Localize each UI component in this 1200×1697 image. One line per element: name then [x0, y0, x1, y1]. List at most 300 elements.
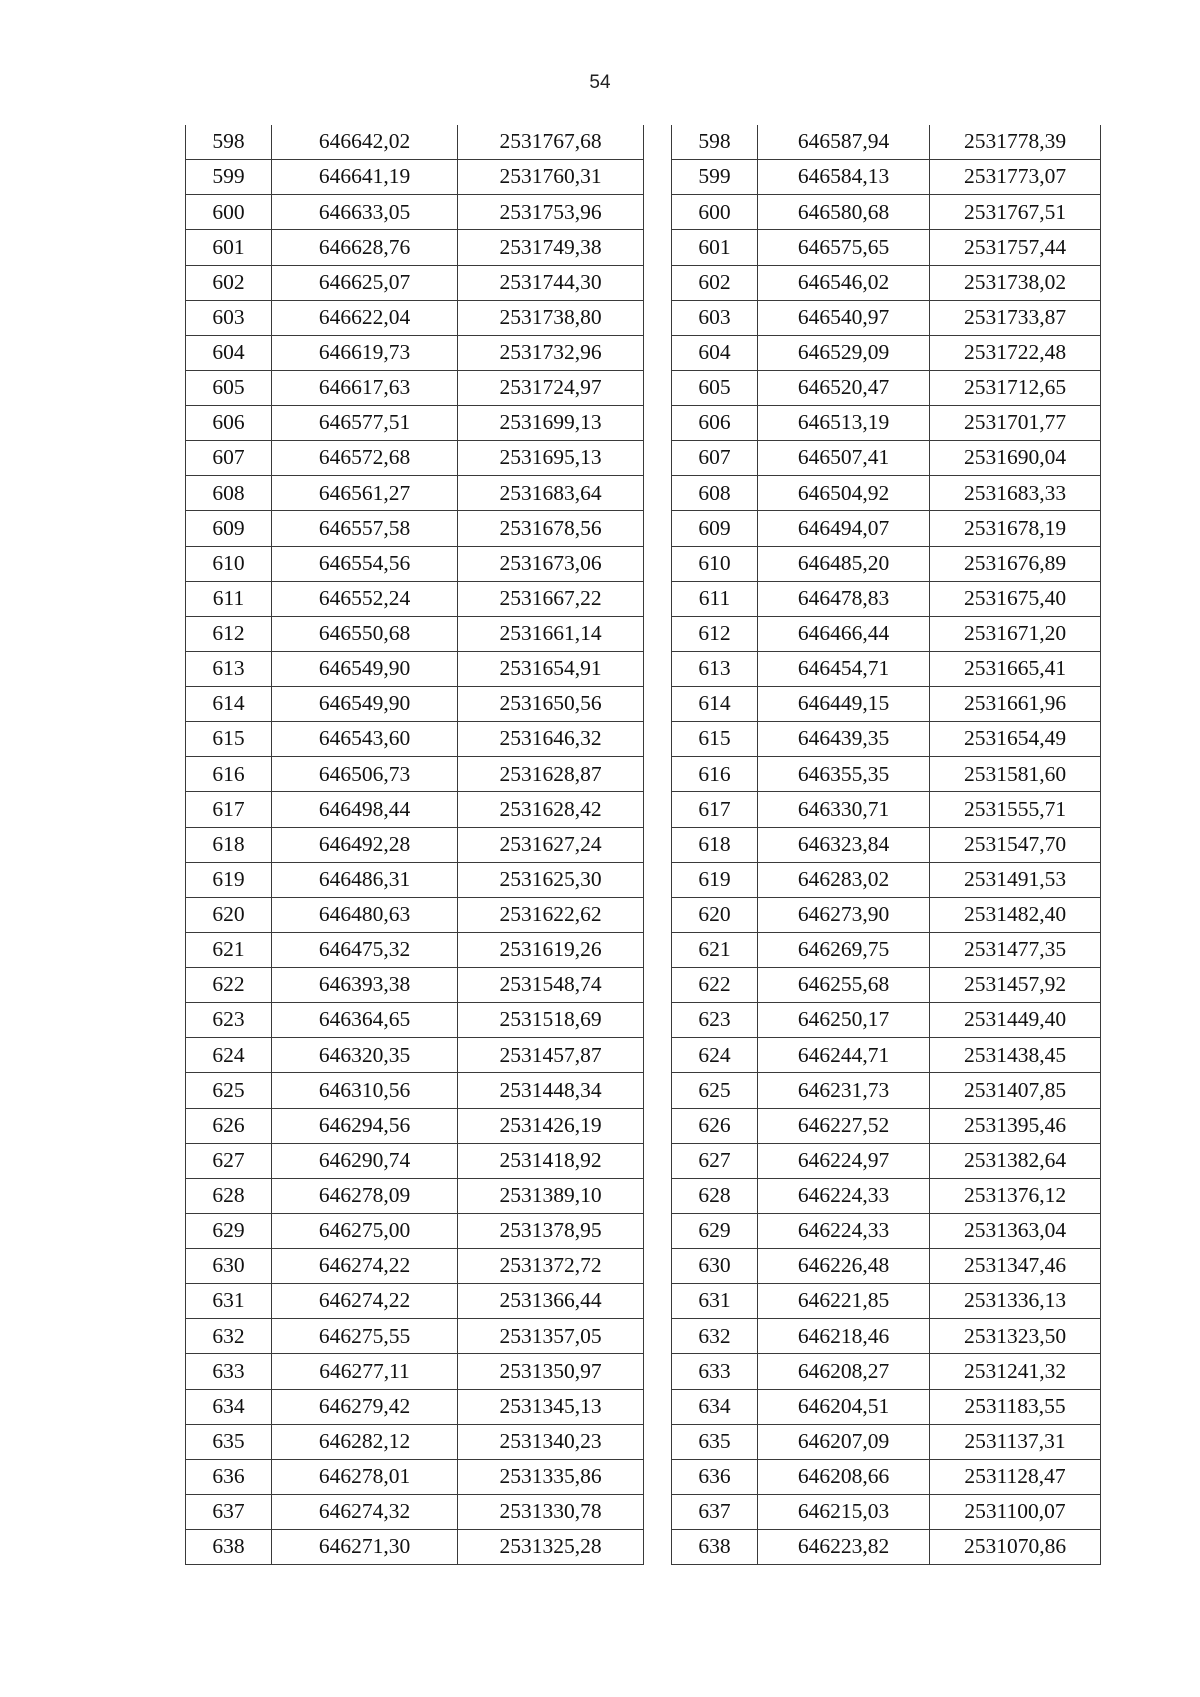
x-coordinate-cell: 646628,76 — [272, 230, 458, 265]
x-coordinate-cell: 646269,75 — [758, 932, 930, 967]
y-coordinate-cell: 2531376,12 — [930, 1178, 1101, 1213]
y-coordinate-cell: 2531654,91 — [458, 651, 644, 686]
point-number-cell: 606 — [186, 406, 272, 441]
point-number-cell: 633 — [672, 1354, 758, 1389]
y-coordinate-cell: 2531438,45 — [930, 1038, 1101, 1073]
x-coordinate-cell: 646504,92 — [758, 476, 930, 511]
x-coordinate-cell: 646577,51 — [272, 406, 458, 441]
point-number-cell: 609 — [672, 511, 758, 546]
point-number-cell: 609 — [186, 511, 272, 546]
x-coordinate-cell: 646642,02 — [272, 125, 458, 160]
y-coordinate-cell: 2531395,46 — [930, 1108, 1101, 1143]
x-coordinate-cell: 646584,13 — [758, 160, 930, 195]
x-coordinate-cell: 646218,46 — [758, 1319, 930, 1354]
table-row — [672, 335, 1101, 370]
table-row — [186, 1284, 644, 1319]
table-row — [672, 1108, 1101, 1143]
x-coordinate-cell: 646330,71 — [758, 792, 930, 827]
table-row — [672, 792, 1101, 827]
table-row — [672, 968, 1101, 1003]
y-coordinate-cell: 2531749,38 — [458, 230, 644, 265]
x-coordinate-cell: 646275,00 — [272, 1213, 458, 1248]
point-number-cell: 635 — [672, 1424, 758, 1459]
table-row — [186, 1530, 644, 1565]
point-number-cell: 617 — [672, 792, 758, 827]
y-coordinate-cell: 2531628,42 — [458, 792, 644, 827]
x-coordinate-cell: 646625,07 — [272, 265, 458, 300]
y-coordinate-cell: 2531457,92 — [930, 968, 1101, 1003]
table-row — [672, 476, 1101, 511]
point-number-cell: 613 — [186, 651, 272, 686]
x-coordinate-cell: 646475,32 — [272, 932, 458, 967]
x-coordinate-cell: 646273,90 — [758, 897, 930, 932]
y-coordinate-cell: 2531671,20 — [930, 616, 1101, 651]
table-row — [672, 546, 1101, 581]
y-coordinate-cell: 2531733,87 — [930, 300, 1101, 335]
table-row — [186, 1249, 644, 1284]
table-row — [672, 265, 1101, 300]
point-number-cell: 611 — [186, 581, 272, 616]
table-row — [186, 1424, 644, 1459]
y-coordinate-cell: 2531330,78 — [458, 1494, 644, 1529]
x-coordinate-cell: 646454,71 — [758, 651, 930, 686]
table-row — [672, 1178, 1101, 1213]
table-row — [186, 1213, 644, 1248]
point-number-cell: 624 — [672, 1038, 758, 1073]
table-row — [672, 1424, 1101, 1459]
table-row — [186, 862, 644, 897]
y-coordinate-cell: 2531767,68 — [458, 125, 644, 160]
x-coordinate-cell: 646274,22 — [272, 1284, 458, 1319]
table-row — [186, 335, 644, 370]
x-coordinate-cell: 646449,15 — [758, 687, 930, 722]
y-coordinate-cell: 2531548,74 — [458, 968, 644, 1003]
x-coordinate-cell: 646208,66 — [758, 1459, 930, 1494]
table-row — [186, 687, 644, 722]
point-number-cell: 636 — [672, 1459, 758, 1494]
x-coordinate-cell: 646279,42 — [272, 1389, 458, 1424]
y-coordinate-cell: 2531378,95 — [458, 1213, 644, 1248]
x-coordinate-cell: 646323,84 — [758, 827, 930, 862]
point-number-cell: 614 — [186, 687, 272, 722]
x-coordinate-cell: 646641,19 — [272, 160, 458, 195]
y-coordinate-cell: 2531372,72 — [458, 1249, 644, 1284]
x-coordinate-cell: 646227,52 — [758, 1108, 930, 1143]
x-coordinate-cell: 646506,73 — [272, 757, 458, 792]
y-coordinate-cell: 2531389,10 — [458, 1178, 644, 1213]
table-row — [672, 687, 1101, 722]
table-row — [186, 1459, 644, 1494]
table-row — [672, 1249, 1101, 1284]
point-number-cell: 628 — [186, 1178, 272, 1213]
page-number: 54 — [589, 72, 611, 93]
point-number-cell: 618 — [186, 827, 272, 862]
point-number-cell: 628 — [672, 1178, 758, 1213]
table-row — [186, 1389, 644, 1424]
point-number-cell: 616 — [672, 757, 758, 792]
point-number-cell: 618 — [672, 827, 758, 862]
table-row — [186, 1178, 644, 1213]
x-coordinate-cell: 646274,32 — [272, 1494, 458, 1529]
y-coordinate-cell: 2531690,04 — [930, 441, 1101, 476]
x-coordinate-cell: 646480,63 — [272, 897, 458, 932]
point-number-cell: 626 — [672, 1108, 758, 1143]
table-row — [672, 1319, 1101, 1354]
table-row — [672, 722, 1101, 757]
y-coordinate-cell: 2531137,31 — [930, 1424, 1101, 1459]
x-coordinate-cell: 646223,82 — [758, 1530, 930, 1565]
x-coordinate-cell: 646294,56 — [272, 1108, 458, 1143]
point-number-cell: 629 — [186, 1213, 272, 1248]
x-coordinate-cell: 646572,68 — [272, 441, 458, 476]
y-coordinate-cell: 2531491,53 — [930, 862, 1101, 897]
y-coordinate-cell: 2531654,49 — [930, 722, 1101, 757]
point-number-cell: 615 — [672, 722, 758, 757]
table-row — [672, 1003, 1101, 1038]
x-coordinate-cell: 646231,73 — [758, 1073, 930, 1108]
x-coordinate-cell: 646554,56 — [272, 546, 458, 581]
point-number-cell: 612 — [186, 616, 272, 651]
y-coordinate-cell: 2531661,14 — [458, 616, 644, 651]
x-coordinate-cell: 646355,35 — [758, 757, 930, 792]
table-row — [672, 1389, 1101, 1424]
x-coordinate-cell: 646466,44 — [758, 616, 930, 651]
y-coordinate-cell: 2531678,56 — [458, 511, 644, 546]
table-row — [672, 616, 1101, 651]
table-row — [672, 370, 1101, 405]
y-coordinate-cell: 2531675,40 — [930, 581, 1101, 616]
x-coordinate-cell: 646507,41 — [758, 441, 930, 476]
x-coordinate-cell: 646619,73 — [272, 335, 458, 370]
x-coordinate-cell: 646550,68 — [272, 616, 458, 651]
table-row — [186, 968, 644, 1003]
point-number-cell: 619 — [672, 862, 758, 897]
point-number-cell: 623 — [186, 1003, 272, 1038]
table-row — [186, 1354, 644, 1389]
y-coordinate-cell: 2531477,35 — [930, 932, 1101, 967]
table-row — [672, 827, 1101, 862]
y-coordinate-cell: 2531070,86 — [930, 1530, 1101, 1565]
x-coordinate-cell: 646224,97 — [758, 1143, 930, 1178]
y-coordinate-cell: 2531347,46 — [930, 1249, 1101, 1284]
y-coordinate-cell: 2531407,85 — [930, 1073, 1101, 1108]
y-coordinate-cell: 2531667,22 — [458, 581, 644, 616]
table-row — [672, 195, 1101, 230]
table-row — [186, 230, 644, 265]
table-row — [672, 757, 1101, 792]
y-coordinate-cell: 2531738,02 — [930, 265, 1101, 300]
point-number-cell: 610 — [186, 546, 272, 581]
table-row — [672, 441, 1101, 476]
point-number-cell: 625 — [186, 1073, 272, 1108]
x-coordinate-cell: 646278,01 — [272, 1459, 458, 1494]
y-coordinate-cell: 2531340,23 — [458, 1424, 644, 1459]
x-coordinate-cell: 646271,30 — [272, 1530, 458, 1565]
y-coordinate-cell: 2531325,28 — [458, 1530, 644, 1565]
y-coordinate-cell: 2531673,06 — [458, 546, 644, 581]
point-number-cell: 622 — [186, 968, 272, 1003]
x-coordinate-cell: 646529,09 — [758, 335, 930, 370]
point-number-cell: 637 — [186, 1494, 272, 1529]
table-row — [672, 1038, 1101, 1073]
table-row — [186, 932, 644, 967]
point-number-cell: 622 — [672, 968, 758, 1003]
point-number-cell: 637 — [672, 1494, 758, 1529]
table-row — [186, 265, 644, 300]
y-coordinate-cell: 2531323,50 — [930, 1319, 1101, 1354]
table-row — [186, 1319, 644, 1354]
table-row — [186, 160, 644, 195]
y-coordinate-cell: 2531518,69 — [458, 1003, 644, 1038]
y-coordinate-cell: 2531426,19 — [458, 1108, 644, 1143]
table-row — [186, 792, 644, 827]
x-coordinate-cell: 646575,65 — [758, 230, 930, 265]
point-number-cell: 608 — [186, 476, 272, 511]
y-coordinate-cell: 2531345,13 — [458, 1389, 644, 1424]
y-coordinate-cell: 2531547,70 — [930, 827, 1101, 862]
x-coordinate-cell: 646224,33 — [758, 1213, 930, 1248]
point-number-cell: 605 — [672, 370, 758, 405]
x-coordinate-cell: 646204,51 — [758, 1389, 930, 1424]
table-row — [672, 1530, 1101, 1565]
table-row — [672, 1354, 1101, 1389]
y-coordinate-cell: 2531482,40 — [930, 897, 1101, 932]
coordinates-table-left — [185, 125, 644, 1565]
x-coordinate-cell: 646498,44 — [272, 792, 458, 827]
y-coordinate-cell: 2531683,33 — [930, 476, 1101, 511]
x-coordinate-cell: 646485,20 — [758, 546, 930, 581]
point-number-cell: 631 — [186, 1284, 272, 1319]
y-coordinate-cell: 2531744,30 — [458, 265, 644, 300]
y-coordinate-cell: 2531241,32 — [930, 1354, 1101, 1389]
point-number-cell: 631 — [672, 1284, 758, 1319]
x-coordinate-cell: 646552,24 — [272, 581, 458, 616]
x-coordinate-cell: 646622,04 — [272, 300, 458, 335]
point-number-cell: 602 — [672, 265, 758, 300]
point-number-cell: 608 — [672, 476, 758, 511]
x-coordinate-cell: 646320,35 — [272, 1038, 458, 1073]
x-coordinate-cell: 646561,27 — [272, 476, 458, 511]
x-coordinate-cell: 646540,97 — [758, 300, 930, 335]
y-coordinate-cell: 2531712,65 — [930, 370, 1101, 405]
table-row — [672, 406, 1101, 441]
point-number-cell: 607 — [672, 441, 758, 476]
point-number-cell: 634 — [186, 1389, 272, 1424]
y-coordinate-cell: 2531678,19 — [930, 511, 1101, 546]
table-row — [672, 862, 1101, 897]
table-row — [672, 1213, 1101, 1248]
y-coordinate-cell: 2531650,56 — [458, 687, 644, 722]
point-number-cell: 632 — [672, 1319, 758, 1354]
x-coordinate-cell: 646207,09 — [758, 1424, 930, 1459]
y-coordinate-cell: 2531683,64 — [458, 476, 644, 511]
x-coordinate-cell: 646283,02 — [758, 862, 930, 897]
point-number-cell: 603 — [672, 300, 758, 335]
point-number-cell: 599 — [186, 160, 272, 195]
y-coordinate-cell: 2531676,89 — [930, 546, 1101, 581]
point-number-cell: 632 — [186, 1319, 272, 1354]
table-row — [186, 722, 644, 757]
x-coordinate-cell: 646226,48 — [758, 1249, 930, 1284]
point-number-cell: 625 — [672, 1073, 758, 1108]
point-number-cell: 613 — [672, 651, 758, 686]
point-number-cell: 634 — [672, 1389, 758, 1424]
table-row — [186, 1003, 644, 1038]
table-row — [186, 511, 644, 546]
x-coordinate-cell: 646393,38 — [272, 968, 458, 1003]
table-row — [186, 616, 644, 651]
y-coordinate-cell: 2531767,51 — [930, 195, 1101, 230]
x-coordinate-cell: 646277,11 — [272, 1354, 458, 1389]
x-coordinate-cell: 646224,33 — [758, 1178, 930, 1213]
table-row — [186, 827, 644, 862]
y-coordinate-cell: 2531622,62 — [458, 897, 644, 932]
x-coordinate-cell: 646617,63 — [272, 370, 458, 405]
table-row — [672, 1143, 1101, 1178]
y-coordinate-cell: 2531778,39 — [930, 125, 1101, 160]
x-coordinate-cell: 646290,74 — [272, 1143, 458, 1178]
table-row — [672, 230, 1101, 265]
point-number-cell: 620 — [186, 897, 272, 932]
y-coordinate-cell: 2531665,41 — [930, 651, 1101, 686]
table-row — [186, 195, 644, 230]
point-number-cell: 600 — [186, 195, 272, 230]
y-coordinate-cell: 2531661,96 — [930, 687, 1101, 722]
y-coordinate-cell: 2531336,13 — [930, 1284, 1101, 1319]
y-coordinate-cell: 2531773,07 — [930, 160, 1101, 195]
point-number-cell: 630 — [672, 1249, 758, 1284]
y-coordinate-cell: 2531628,87 — [458, 757, 644, 792]
y-coordinate-cell: 2531695,13 — [458, 441, 644, 476]
y-coordinate-cell: 2531457,87 — [458, 1038, 644, 1073]
y-coordinate-cell: 2531382,64 — [930, 1143, 1101, 1178]
point-number-cell: 600 — [672, 195, 758, 230]
point-number-cell: 624 — [186, 1038, 272, 1073]
x-coordinate-cell: 646557,58 — [272, 511, 458, 546]
x-coordinate-cell: 646275,55 — [272, 1319, 458, 1354]
y-coordinate-cell: 2531418,92 — [458, 1143, 644, 1178]
x-coordinate-cell: 646364,65 — [272, 1003, 458, 1038]
x-coordinate-cell: 646543,60 — [272, 722, 458, 757]
table-row — [672, 932, 1101, 967]
point-number-cell: 598 — [186, 125, 272, 160]
table-row — [672, 160, 1101, 195]
x-coordinate-cell: 646244,71 — [758, 1038, 930, 1073]
table-row — [186, 651, 644, 686]
point-number-cell: 606 — [672, 406, 758, 441]
y-coordinate-cell: 2531100,07 — [930, 1494, 1101, 1529]
x-coordinate-cell: 646549,90 — [272, 687, 458, 722]
y-coordinate-cell: 2531757,44 — [930, 230, 1101, 265]
table-row — [672, 1494, 1101, 1529]
y-coordinate-cell: 2531760,31 — [458, 160, 644, 195]
point-number-cell: 601 — [186, 230, 272, 265]
y-coordinate-cell: 2531449,40 — [930, 1003, 1101, 1038]
y-coordinate-cell: 2531357,05 — [458, 1319, 644, 1354]
table-row — [186, 897, 644, 932]
table-row — [672, 300, 1101, 335]
table-row — [186, 1108, 644, 1143]
point-number-cell: 610 — [672, 546, 758, 581]
y-coordinate-cell: 2531625,30 — [458, 862, 644, 897]
point-number-cell: 626 — [186, 1108, 272, 1143]
point-number-cell: 598 — [672, 125, 758, 160]
point-number-cell: 619 — [186, 862, 272, 897]
point-number-cell: 621 — [186, 932, 272, 967]
table-row — [672, 511, 1101, 546]
table-row — [672, 651, 1101, 686]
point-number-cell: 627 — [186, 1143, 272, 1178]
point-number-cell: 615 — [186, 722, 272, 757]
x-coordinate-cell: 646274,22 — [272, 1249, 458, 1284]
table-row — [186, 1494, 644, 1529]
point-number-cell: 636 — [186, 1459, 272, 1494]
point-number-cell: 638 — [186, 1530, 272, 1565]
table-row — [672, 581, 1101, 616]
x-coordinate-cell: 646520,47 — [758, 370, 930, 405]
y-coordinate-cell: 2531701,77 — [930, 406, 1101, 441]
point-number-cell: 616 — [186, 757, 272, 792]
point-number-cell: 605 — [186, 370, 272, 405]
point-number-cell: 638 — [672, 1530, 758, 1565]
table-row — [672, 125, 1101, 160]
point-number-cell: 607 — [186, 441, 272, 476]
table-row — [186, 1038, 644, 1073]
x-coordinate-cell: 646310,56 — [272, 1073, 458, 1108]
y-coordinate-cell: 2531724,97 — [458, 370, 644, 405]
point-number-cell: 614 — [672, 687, 758, 722]
x-coordinate-cell: 646494,07 — [758, 511, 930, 546]
table-row — [186, 125, 644, 160]
table-row — [186, 1073, 644, 1108]
x-coordinate-cell: 646278,09 — [272, 1178, 458, 1213]
point-number-cell: 611 — [672, 581, 758, 616]
x-coordinate-cell: 646250,17 — [758, 1003, 930, 1038]
x-coordinate-cell: 646549,90 — [272, 651, 458, 686]
point-number-cell: 601 — [672, 230, 758, 265]
table-row — [186, 757, 644, 792]
y-coordinate-cell: 2531732,96 — [458, 335, 644, 370]
x-coordinate-cell: 646208,27 — [758, 1354, 930, 1389]
point-number-cell: 617 — [186, 792, 272, 827]
x-coordinate-cell: 646486,31 — [272, 862, 458, 897]
y-coordinate-cell: 2531335,86 — [458, 1459, 644, 1494]
point-number-cell: 623 — [672, 1003, 758, 1038]
x-coordinate-cell: 646255,68 — [758, 968, 930, 1003]
coordinates-table-right — [671, 125, 1101, 1565]
y-coordinate-cell: 2531699,13 — [458, 406, 644, 441]
y-coordinate-cell: 2531619,26 — [458, 932, 644, 967]
point-number-cell: 635 — [186, 1424, 272, 1459]
y-coordinate-cell: 2531366,44 — [458, 1284, 644, 1319]
x-coordinate-cell: 646492,28 — [272, 827, 458, 862]
point-number-cell: 604 — [672, 335, 758, 370]
x-coordinate-cell: 646282,12 — [272, 1424, 458, 1459]
y-coordinate-cell: 2531753,96 — [458, 195, 644, 230]
table-row — [672, 897, 1101, 932]
y-coordinate-cell: 2531738,80 — [458, 300, 644, 335]
y-coordinate-cell: 2531722,48 — [930, 335, 1101, 370]
y-coordinate-cell: 2531363,04 — [930, 1213, 1101, 1248]
y-coordinate-cell: 2531448,34 — [458, 1073, 644, 1108]
x-coordinate-cell: 646580,68 — [758, 195, 930, 230]
point-number-cell: 612 — [672, 616, 758, 651]
x-coordinate-cell: 646221,85 — [758, 1284, 930, 1319]
x-coordinate-cell: 646513,19 — [758, 406, 930, 441]
x-coordinate-cell: 646633,05 — [272, 195, 458, 230]
table-row — [186, 1143, 644, 1178]
y-coordinate-cell: 2531555,71 — [930, 792, 1101, 827]
